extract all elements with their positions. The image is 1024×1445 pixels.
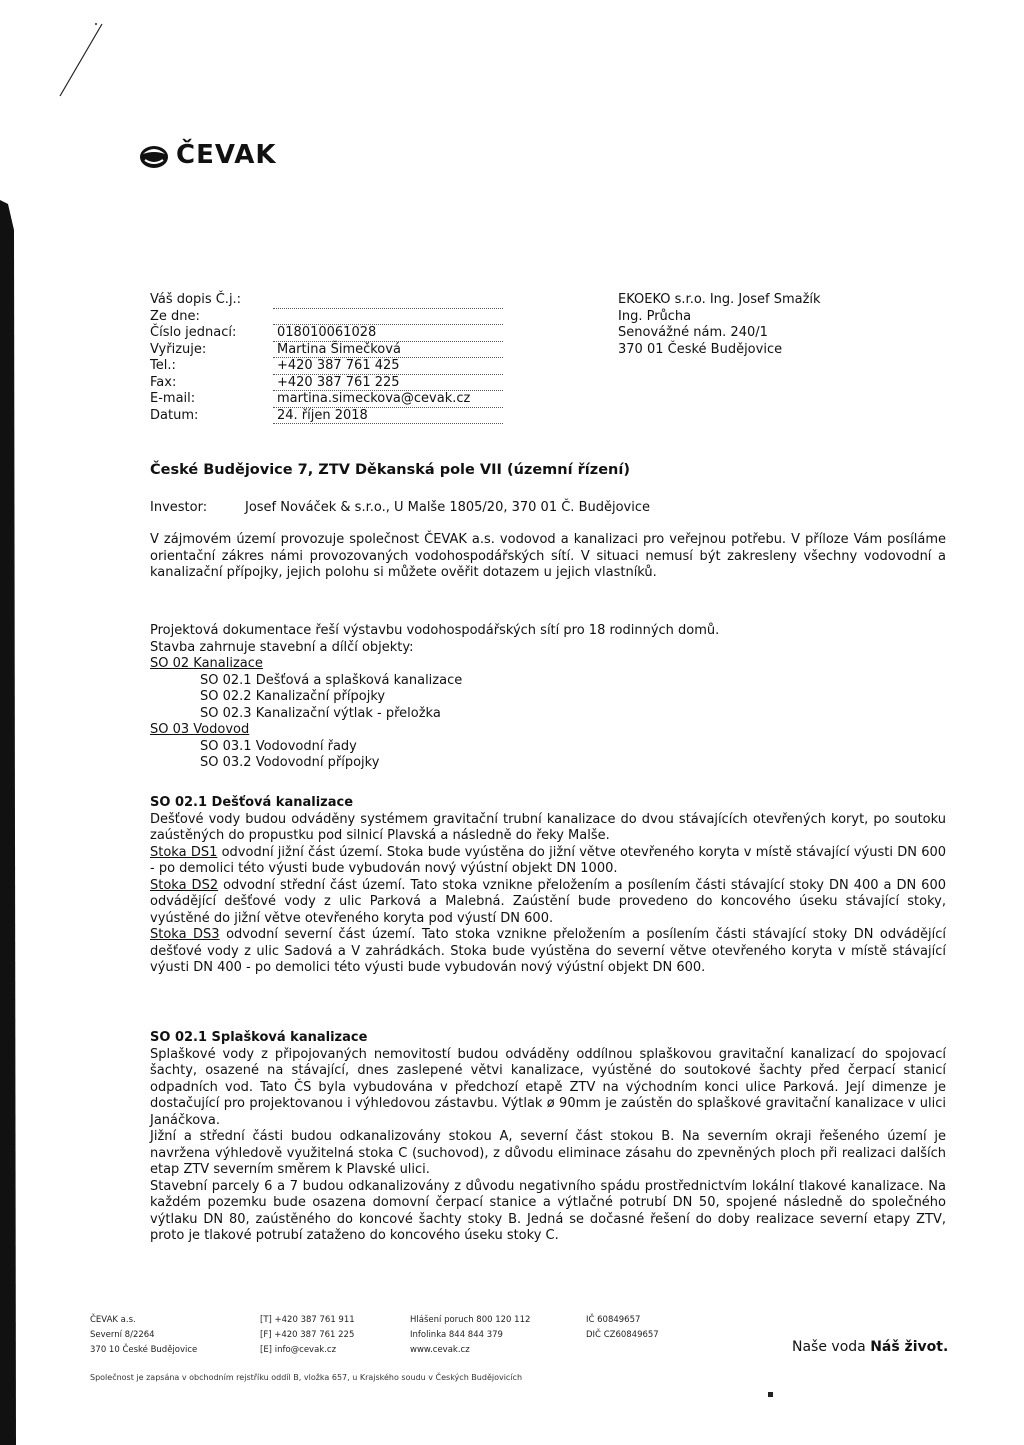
- meta-label: Fax:: [150, 374, 177, 390]
- footer-line: Infolinka 844 844 379: [410, 1330, 503, 1340]
- ds1-label: Stoka DS1: [150, 844, 218, 860]
- company-slogan: [792, 1339, 948, 1355]
- footer-contacts: [260, 1313, 355, 1358]
- footer-line: Severní 8/2264: [90, 1330, 155, 1340]
- meta-row: [150, 358, 503, 375]
- recipient-address: [618, 292, 821, 358]
- sewage-paragraph: Splaškové vody z připojovaných nemovitostí budou odváděny oddílnou splaškovou gravitační kanalizací do spojovací šachty, osazené na stávající, dnes zaslepené větvi kanalizace, vyústěné do soutokové šachty před čerpací stanicí odpadních vod. Tato ČS byla vybudována v předchozí etapě ZTV na východním konci ulice Parková. Její dimenze je dostačující pro projektovanou i výhledovou zástavbu. Výtlak ø 90mm je zaústěn do splaškové gravitační kanalizace v ulici Janáčkova.: [150, 1046, 946, 1128]
- ds2-label: Stoka DS2: [150, 877, 219, 893]
- footer-address: [90, 1313, 197, 1358]
- meta-label: Váš dopis Č.j.:: [150, 292, 242, 307]
- scan-edge-shadow: [0, 200, 22, 1445]
- investor-line: [150, 500, 650, 515]
- footer-line: DIČ CZ60849657: [586, 1330, 659, 1340]
- recipient-line: Ing. Průcha: [618, 308, 692, 324]
- so02-item: SO 02.3 Kanalizační výtlak - přeložka: [200, 705, 441, 721]
- footer-ids: [586, 1313, 659, 1343]
- meta-row: [150, 375, 503, 392]
- so02-heading: SO 02 Kanalizace: [150, 656, 263, 671]
- ds3-text: odvodní severní část území. Tato stoka vznikne přeložením a posílením části stávající stoky DN odvádějící dešťové vody z ulic Sadová a V zahrádkách. Stoka bude vyústěna do severní větve otevřeného koryta v místě stávající výusti DN 400 - po demolici této výusti bude vybudován nový výústní objekt DN 600.: [150, 927, 947, 975]
- ds2-text: odvodní střední část území. Tato stoka vznikne přeložením a posílením části stávající stoky DN 400 a DN 600 odvádějící dešťové vody z ulic Parková a Malebná. Zaústění bude provedeno do koncového úseku stávající stoky, vyústěné do jižní větve otevřeného koryta pod výustí DN 600.: [150, 877, 946, 926]
- meta-label: Číslo jednací:: [150, 325, 237, 340]
- ds1-text: odvodní jižní část území. Stoka bude vyústěna do jižní větve otevřeného koryta v místě stávající výusti DN 600 - po demolici této výusti bude vybudován nový výústní objekt DN 1000.: [150, 844, 947, 876]
- ds2-paragraph: [150, 878, 946, 928]
- ds3-label: Stoka DS3: [150, 927, 220, 942]
- intro-paragraph: V zájmovém území provozuje společnost ČEVAK a.s. vodovod a kanalizaci pro veřejnou potřebu. V příloze Vám posíláme orientační zákres námi provozovaných vodohospodářských sítí. V situaci nemusí být zakresleny všechny vodovodní a kanalizační přípojky, jejich polohu si můžete ověřit dotazem u jejich vlastníků.: [150, 532, 946, 580]
- project-line: Stavba zahrnuje stavební a dílčí objekty:: [150, 639, 414, 655]
- scan-artifact-mark: [58, 18, 118, 98]
- letter-subject: České Budějovice 7, ZTV Děkanská pole VII (územní řízení): [150, 462, 630, 478]
- company-logo: [138, 140, 276, 170]
- phone-number: +420 387 761 425: [273, 358, 503, 375]
- meta-row: [150, 309, 503, 326]
- so03-heading: SO 03 Vodovod: [150, 722, 250, 737]
- so02-item: SO 02.2 Kanalizační přípojky: [200, 689, 386, 704]
- meta-row: [150, 342, 503, 359]
- so02-item: SO 02.1 Dešťová a splašková kanalizace: [200, 672, 463, 688]
- meta-value: [273, 309, 503, 326]
- footer-line: IČ 60849657: [586, 1315, 641, 1325]
- meta-row: [150, 292, 503, 309]
- reference-number: 018010061028: [273, 325, 503, 342]
- water-drop-logo-icon: [138, 140, 170, 170]
- investor-value: Josef Nováček & s.r.o., U Malše 1805/20, 370 01 Č. Budějovice: [245, 500, 650, 515]
- rain-sewer-paragraph: Dešťové vody budou odváděny systémem gravitační trubní kanalizace do dvou stávajících otevřených koryt, po soutoku zaústěných do propustku pod silnicí Plavská a následně do řeky Malše.: [150, 811, 946, 843]
- footer-line: 370 10 České Budějovice: [90, 1345, 198, 1355]
- meta-label: Datum:: [150, 407, 199, 423]
- so03-item: SO 03.1 Vodovodní řady: [200, 738, 357, 754]
- sewage-paragraph: Jižní a střední části budou odkanalizovány stokou A, severní část stokou B. Na severním okraji řešeného území je navržena výhledově využitelná stoka C (suchovod), z důvodu eliminace zásahu do zpevněných ploch při realizaci dalších etap ZTV severním směrem k Plavské ulici.: [150, 1129, 946, 1177]
- meta-row: [150, 408, 503, 425]
- meta-label: E-mail:: [150, 391, 196, 406]
- sewage-section: [150, 1030, 946, 1245]
- handler-name: Martina Šimečková: [273, 342, 503, 359]
- footer-line: [T] +420 387 761 911: [260, 1315, 355, 1325]
- footer-line: www.cevak.cz: [410, 1345, 470, 1355]
- meta-value: [273, 292, 503, 309]
- footer-hotline: [410, 1313, 530, 1358]
- footer-line: [E] info@cevak.cz: [260, 1345, 337, 1355]
- investor-label: Investor:: [150, 500, 208, 515]
- rain-sewer-heading: SO 02.1 Dešťová kanalizace: [150, 795, 354, 810]
- so03-item: SO 03.2 Vodovodní přípojky: [200, 755, 380, 770]
- meta-row: [150, 391, 503, 408]
- letter-date: 24. říjen 2018: [273, 408, 503, 425]
- intro-section: [150, 532, 946, 582]
- recipient-line: 370 01 České Budějovice: [618, 341, 783, 357]
- ds1-paragraph: [150, 845, 946, 878]
- sewage-paragraph: Stavební parcely 6 a 7 budou odkanalizovány z důvodu negativního spádu prostřednictvím lokální tlakové kanalizace. Na každém pozemku bude osazena domovní čerpací stanice a výtlačné potrubí DN 50, spojené následně do společného výtlaku DN 80, zaústěného do koncové šachty stoky B. Jedná se dočasné řešení do doby realizace severní etapy ZTV, proto je tlakové potrubí zataženo do koncového úseku stoky C.: [150, 1178, 946, 1243]
- meta-row: [150, 325, 503, 342]
- slogan-part: Naše voda: [792, 1339, 866, 1355]
- letter-metadata: [150, 292, 503, 424]
- project-line: Projektová dokumentace řeší výstavbu vodohospodářských sítí pro 18 rodinných domů.: [150, 623, 720, 638]
- project-section: [150, 623, 946, 772]
- slogan-part-bold: Náš život.: [870, 1339, 949, 1355]
- meta-label: Ze dne:: [150, 308, 200, 324]
- footer-line: [F] +420 387 761 225: [260, 1330, 355, 1340]
- meta-label: Vyřizuje:: [150, 341, 207, 357]
- rain-sewer-section: [150, 795, 946, 977]
- logo-wordmark: ČEVAK: [176, 140, 277, 170]
- ds3-paragraph: [150, 927, 946, 977]
- footer-line: ČEVAK a.s.: [90, 1315, 136, 1325]
- sewage-heading: SO 02.1 Splašková kanalizace: [150, 1030, 368, 1045]
- email-address: martina.simeckova@cevak.cz: [273, 391, 503, 408]
- scan-dot-artifact: [768, 1392, 773, 1397]
- register-note: Společnost je zapsána v obchodním rejstříku oddíl B, vložka 657, u Krajského soudu v Českých Budějovicích: [90, 1373, 523, 1382]
- footer-line: Hlášení poruch 800 120 112: [410, 1315, 531, 1325]
- meta-label: Tel.:: [150, 358, 176, 373]
- fax-number: +420 387 761 225: [273, 375, 503, 392]
- recipient-line: Senovážné nám. 240/1: [618, 325, 768, 340]
- recipient-line: EKOEKO s.r.o. Ing. Josef Smažík: [618, 292, 821, 307]
